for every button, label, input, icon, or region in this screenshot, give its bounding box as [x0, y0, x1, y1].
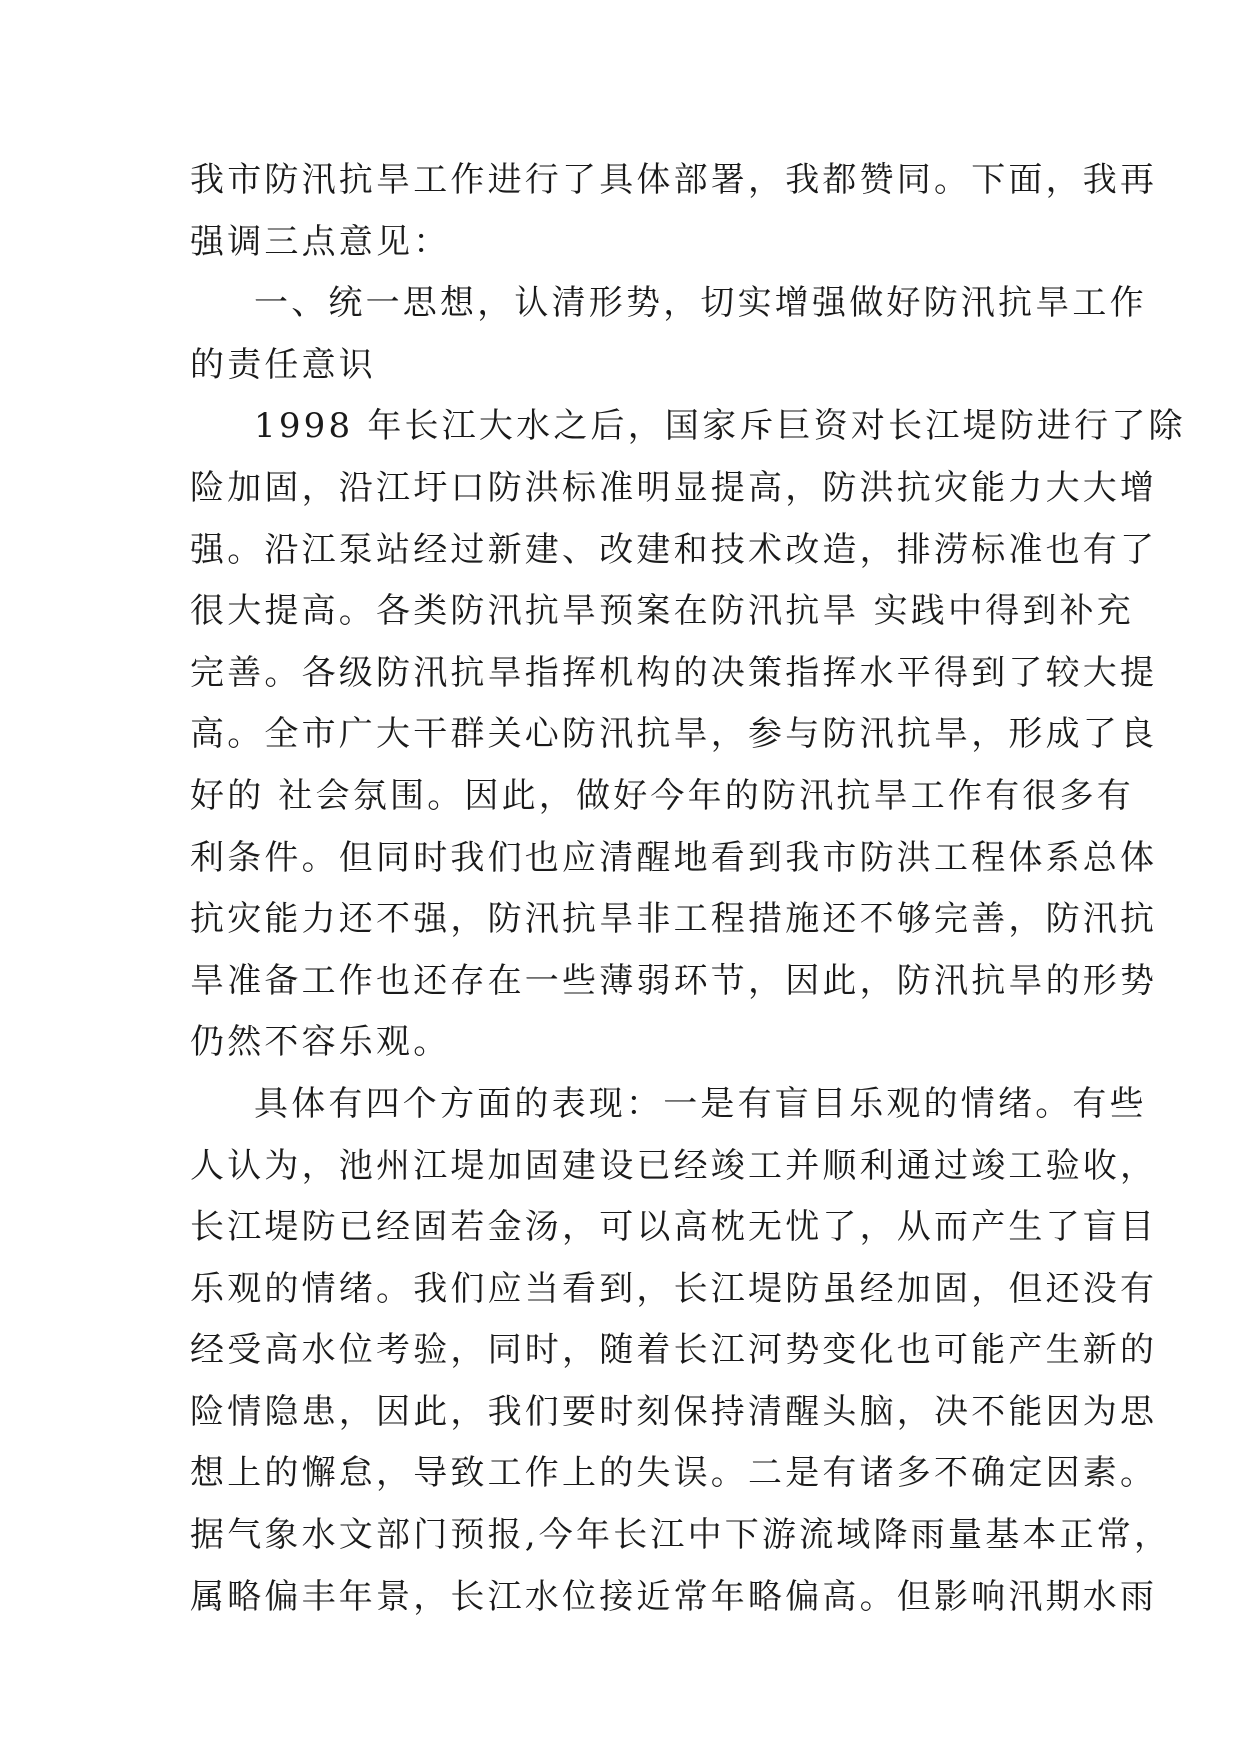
text-line: 好的 社会氛围。因此，做好今年的防汛抗旱工作有很多有 [190, 775, 1135, 816]
text-line: 一、统一思想，认清形势，切实增强做好防汛抗旱工作 [254, 283, 1147, 324]
text-line: 据气象水文部门预报,今年长江中下游流域降雨量基本正常， [190, 1515, 1172, 1556]
text-line: 强调三点意见： [190, 221, 451, 262]
text-line: 很大提高。各类防汛抗旱预案在防汛抗旱 实践中得到补充 [190, 591, 1135, 632]
text-line: 的责任意识 [190, 344, 376, 385]
text-line: 利条件。但同时我们也应清醒地看到我市防洪工程体系总体 [190, 837, 1158, 878]
text-line: 想上的懈怠，导致工作上的失误。二是有诸多不确定因素。 [190, 1453, 1158, 1494]
text-line: 具体有四个方面的表现：一是有盲目乐观的情绪。有些 [254, 1083, 1147, 1124]
text-line: 经受高水位考验，同时，随着长江河势变化也可能产生新的 [190, 1330, 1158, 1371]
text-line: 仍然不容乐观。 [190, 1022, 451, 1063]
text-line: 抗灾能力还不强，防汛抗旱非工程措施还不够完善，防汛抗 [190, 899, 1158, 940]
text-line: 我市防汛抗旱工作进行了具体部署，我都赞同。下面，我再 [190, 160, 1158, 200]
text-line: 险加固，沿江圩口防洪标准明显提高，防洪抗灾能力大大增 [190, 467, 1158, 508]
text-line: 属略偏丰年景，长江水位接近常年略偏高。但影响汛期水雨 [190, 1576, 1158, 1617]
text-line: 长江堤防已经固若金汤，可以高枕无忧了，从而产生了盲目 [190, 1207, 1158, 1248]
text-line: 乐观的情绪。我们应当看到，长江堤防虽经加固，但还没有 [190, 1268, 1158, 1309]
text-line: 险情隐患，因此，我们要时刻保持清醒头脑，决不能因为思 [190, 1391, 1158, 1432]
body-text [190, 150, 1186, 1628]
text-line: 强。沿江泵站经过新建、改建和技术改造，排涝标准也有了 [190, 529, 1158, 570]
text-line: 高。全市广大干群关心防汛抗旱，参与防汛抗旱，形成了良 [190, 714, 1158, 755]
text-line: 人认为，池州江堤加固建设已经竣工并顺利通过竣工验收， [190, 1145, 1158, 1186]
text-line: 1998 年长江大水之后，国家斥巨资对长江堤防进行了除 [254, 406, 1186, 447]
text-line: 完善。各级防汛抗旱指挥机构的决策指挥水平得到了较大提 [190, 652, 1158, 693]
text-line: 旱准备工作也还存在一些薄弱环节，因此，防汛抗旱的形势 [190, 960, 1158, 1001]
